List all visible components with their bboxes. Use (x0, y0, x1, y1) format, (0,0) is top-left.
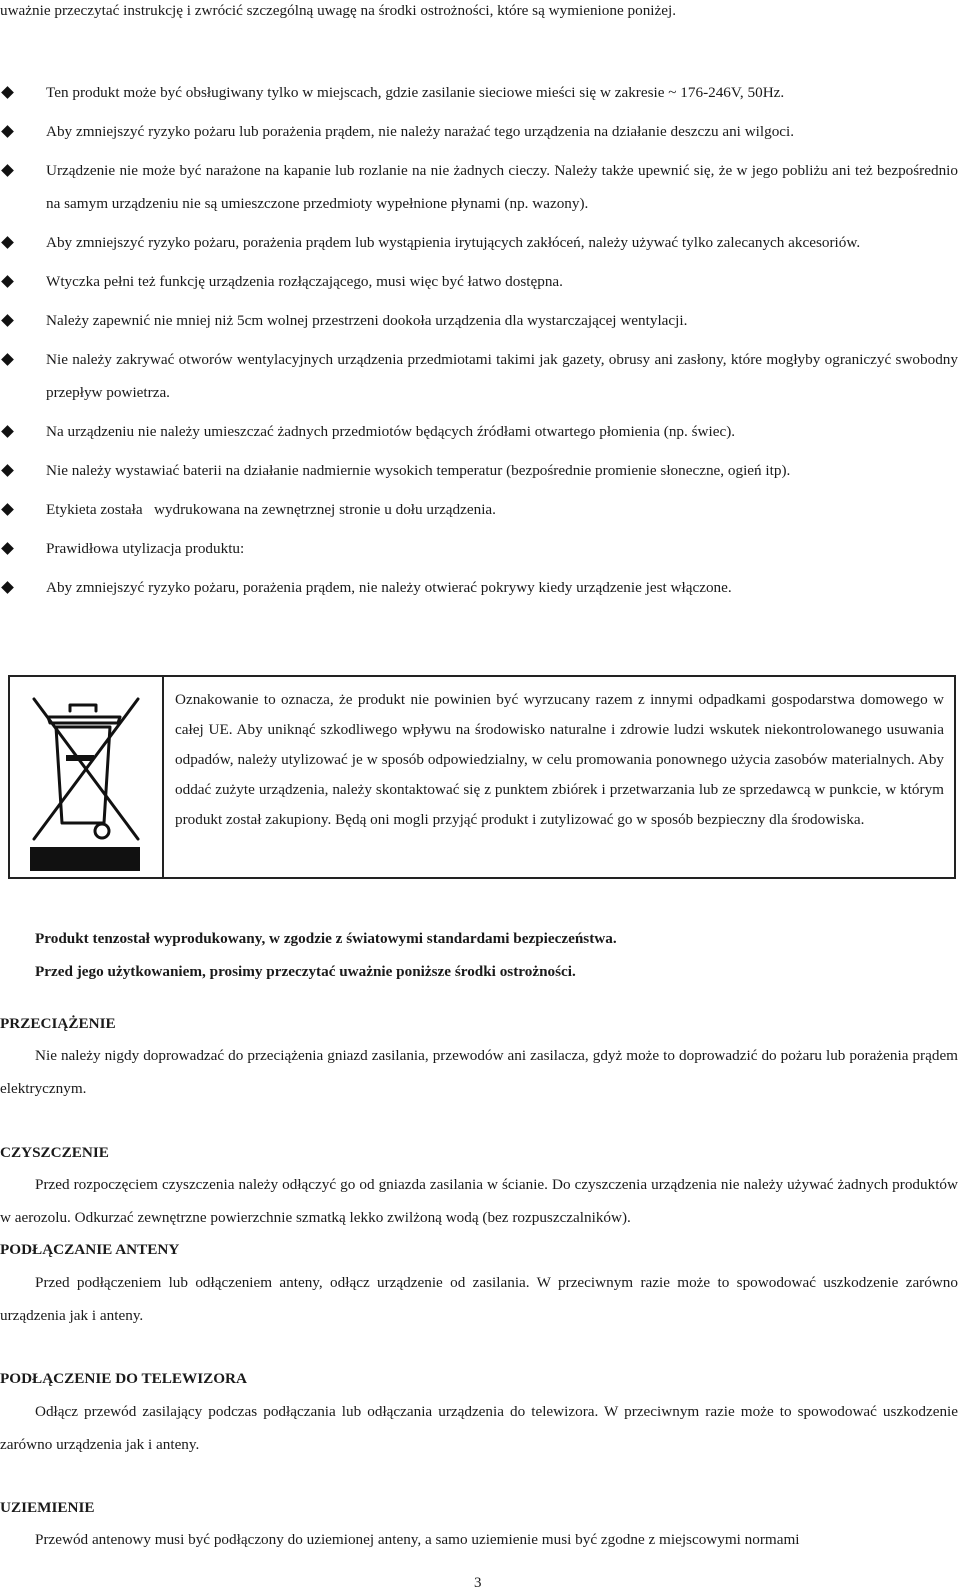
diamond-bullet-icon (1, 275, 14, 288)
bullet-item (0, 343, 958, 409)
page-number: 3 (474, 1575, 482, 1591)
bullet-item (0, 571, 958, 604)
bullet-text: Etykieta została wydrukowana na zewnętrznej stronie u dołu urządzenia. (46, 501, 496, 518)
bullet-text: Aby zmniejszyć ryzyko pożaru lub porażenia prądem, nie należy narażać tego urządzenia na działanie deszczu ani wilgoci. (46, 123, 795, 140)
section-body-cleaning: Przed rozpoczęciem czyszczenia należy odłączyć go od gniazda zasilania w ścianie. Do czyszczenia urządzenia nie należy używać żadnych produktów w aerozolu. Odkurzać zewnętrzne powierzchnie szmatką lekko zwilżoną wodą (bez rozpuszczalników). (0, 1176, 958, 1226)
section-heading-cleaning: CZYSZCZENIE (0, 1144, 109, 1161)
section-body-antenna: Przed podłączeniem lub odłączeniem anteny, odłącz urządzenie od zasilania. W przeciwnym razie może to spowodować uszkodzenie zarówno urządzenia jak i anteny. (0, 1274, 958, 1324)
safety-note-line: Przed jego użytkowaniem, prosimy przeczytać uważnie poniższe środki ostrożności. (35, 963, 576, 980)
weee-text: Oznakowanie to oznacza, że produkt nie powinien być wyrzucany razem z innymi odpadkami gospodarstwa domowego w całej UE. Aby uniknąć szkodliwego wpływu na środowisko naturalne i zdrowie ludzi wskutek niekontrolowanego usuwania odpadów, należy utylizować je w sposób odpowiedzialny, w celu promowania ponownego użycia zasobów materialnych. Aby oddać zużyte urządzenia, należy skontaktować się z punktem zbiórek i przetwarzania lub ze sprzedawcą w punkcie, w którym produkt został zakupiony. Będą oni mogli przyjąć produkt i zutylizować go w sposób bezpieczny dla środowiska. (175, 691, 944, 828)
section-body-tv: Odłącz przewód zasilający podczas podłączania lub odłączania urządzenia do telewizora. W przeciwnym razie może to spowodować uszkodzenie zarówno urządzenia jak i anteny. (0, 1403, 958, 1453)
bullet-item (0, 76, 958, 109)
bullet-item (0, 154, 958, 220)
bullet-item (0, 454, 958, 487)
diamond-bullet-icon (1, 314, 14, 327)
bullet-item (0, 115, 958, 148)
weee-disposal-box (8, 675, 956, 879)
bullet-item (0, 265, 958, 298)
bullet-text: Należy zapewnić nie mniej niż 5cm wolnej przestrzeni dookoła urządzenia dla wystarczającej wentylacji. (46, 312, 688, 329)
diamond-bullet-icon (1, 236, 14, 249)
bullet-text: Ten produkt może być obsługiwany tylko w miejscach, gdzie zasilanie sieciowe mieści się w zakresie ~ 176-246V, 50Hz. (46, 84, 785, 101)
section-heading-antenna: PODŁĄCZANIE ANTENY (0, 1241, 180, 1258)
diamond-bullet-icon (1, 503, 14, 516)
bullet-text: Nie należy zakrywać otworów wentylacyjnych urządzenia przedmiotami takimi jak gazety, obrusy ani zasłony, które mogłyby ograniczyć swobodny przepływ powietrza. (46, 351, 958, 401)
safety-notes (35, 922, 617, 988)
diamond-bullet-icon (1, 164, 14, 177)
diamond-bullet-icon (1, 353, 14, 366)
crossed-out-wheeled-bin-icon (10, 677, 160, 877)
section-heading-grounding: UZIEMIENIE (0, 1499, 95, 1516)
diamond-bullet-icon (1, 542, 14, 555)
bullet-text: Na urządzeniu nie należy umieszczać żadnych przedmiotów będących źródłami otwartego płomienia (np. świec). (46, 423, 736, 440)
section-body-overload: Nie należy nigdy doprowadzać do przeciążenia gniazd zasilania, przewodów ani zasilacza, gdyż może to doprowadzić do pożaru lub porażenia prądem elektrycznym. (0, 1047, 958, 1097)
diamond-bullet-icon (1, 581, 14, 594)
bullet-text: Urządzenie nie może być narażone na kapanie lub rozlanie na nie żadnych cieczy. Należy także upewnić się, że w jego pobliżu ani też bezpośrednio na samym urządzeniu nie są umieszczone przedmioty wypełnione płynami (np. wazony). (46, 162, 958, 212)
bullet-item (0, 226, 958, 259)
section-heading-overload: PRZECIĄŻENIE (0, 1015, 116, 1032)
section-body-grounding: Przewód antenowy musi być podłączony do uziemionej anteny, a samo uziemienie musi być zgodne z miejscowymi normami (35, 1531, 800, 1548)
weee-icon-cell (10, 677, 164, 877)
diamond-bullet-icon (1, 464, 14, 477)
bullet-item (0, 532, 958, 565)
safety-note-line: Produkt tenzostał wyprodukowany, w zgodzie z światowymi standardami bezpieczeństwa. (35, 930, 617, 947)
section-heading-tv: PODŁĄCZENIE DO TELEWIZORA (0, 1370, 247, 1387)
diamond-bullet-icon (1, 125, 14, 138)
intro-text: uważnie przeczytać instrukcję i zwrócić szczególną uwagę na środki ostrożności, które są wymienione poniżej. (0, 2, 676, 19)
diamond-bullet-icon (1, 86, 14, 99)
bullet-text: Prawidłowa utylizacja produktu: (46, 540, 245, 557)
safety-bullet-list (0, 76, 958, 610)
bullet-item (0, 415, 958, 448)
bullet-text: Nie należy wystawiać baterii na działanie nadmiernie wysokich temperatur (bezpośrednie promienie słoneczne, ogień itp). (46, 462, 791, 479)
bullet-text: Aby zmniejszyć ryzyko pożaru, porażenia prądem lub wystąpienia irytujących zakłóceń, należy używać tylko zalecanych akcesoriów. (46, 234, 861, 251)
bullet-text: Wtyczka pełni też funkcję urządzenia rozłączającego, musi więc być łatwo dostępna. (46, 273, 563, 290)
bullet-item (0, 304, 958, 337)
diamond-bullet-icon (1, 425, 14, 438)
bullet-item (0, 493, 958, 526)
bullet-text: Aby zmniejszyć ryzyko pożaru, porażenia prądem, nie należy otwierać pokrywy kiedy urządzenie jest włączone. (46, 579, 732, 596)
